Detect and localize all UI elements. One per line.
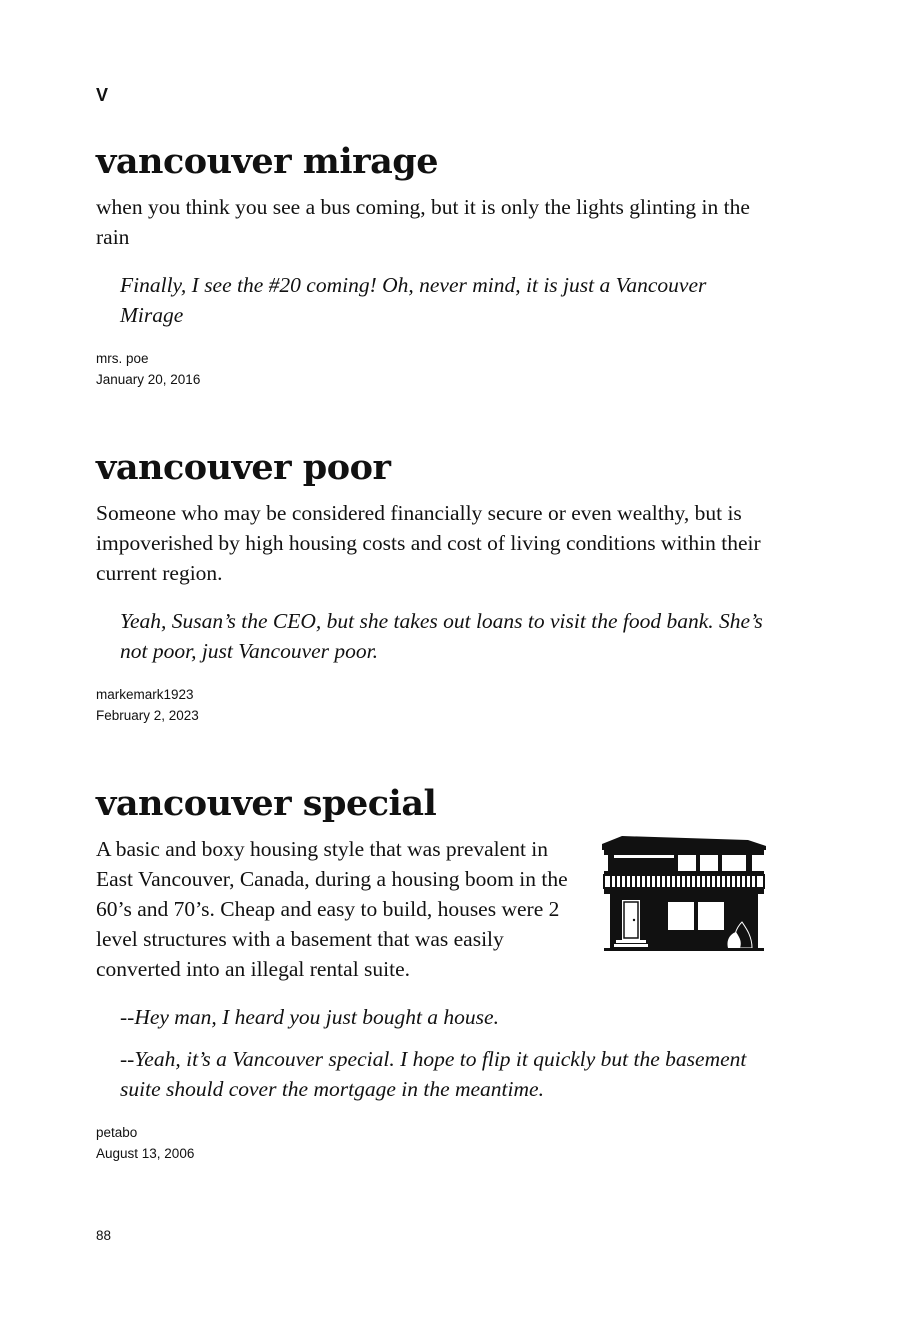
entry-term: vancouver poor	[96, 447, 391, 488]
entry-vancouver-poor	[96, 446, 768, 726]
entry-meta	[96, 684, 768, 726]
entry-definition: when you think you see a bus coming, but it is only the lights glinting in the rain	[96, 195, 750, 249]
entry-example	[120, 270, 768, 330]
entry-definition: Someone who may be considered financially secure or even wealthy, but is impoverished by high housing costs and cost of living conditions within their current region.	[96, 501, 761, 585]
page-number: 88	[96, 1228, 112, 1243]
entry-example	[120, 1002, 768, 1104]
entry-vancouver-mirage	[96, 140, 768, 390]
entry-date: August 13, 2006	[96, 1146, 195, 1161]
entry-date: January 20, 2016	[96, 372, 201, 387]
entry-author: mrs. poe	[96, 351, 149, 366]
entry-term: vancouver special	[96, 783, 437, 824]
entry-term: vancouver mirage	[96, 141, 438, 182]
entry-date: February 2, 2023	[96, 708, 199, 723]
example-line: --Hey man, I heard you just bought a house.	[120, 1005, 499, 1029]
entry-definition-block	[96, 834, 768, 984]
entry-meta	[96, 348, 768, 390]
example-line: Yeah, Susan’s the CEO, but she takes out loans to visit the food bank. She’s not poor, just Vancouver poor.	[120, 609, 763, 663]
house-illustration-icon	[596, 834, 766, 952]
entry-vancouver-special	[96, 782, 768, 1164]
example-line: Finally, I see the #20 coming! Oh, never mind, it is just a Vancouver Mirage	[120, 273, 707, 327]
entry-author: markemark1923	[96, 687, 194, 702]
entry-definition: A basic and boxy housing style that was prevalent in East Vancouver, Canada, during a housing boom in the 60’s and 70’s. Cheap and easy to build, houses were 2 level structures with a basement that was easily converted into an illegal rental suite.	[96, 837, 568, 981]
entry-author: petabo	[96, 1125, 138, 1140]
entry-example	[120, 606, 768, 666]
entry-meta	[96, 1122, 768, 1164]
section-letter: V	[96, 85, 109, 105]
example-line: --Yeah, it’s a Vancouver special. I hope to flip it quickly but the basement suite should cover the mortgage in the meantime.	[120, 1047, 747, 1101]
